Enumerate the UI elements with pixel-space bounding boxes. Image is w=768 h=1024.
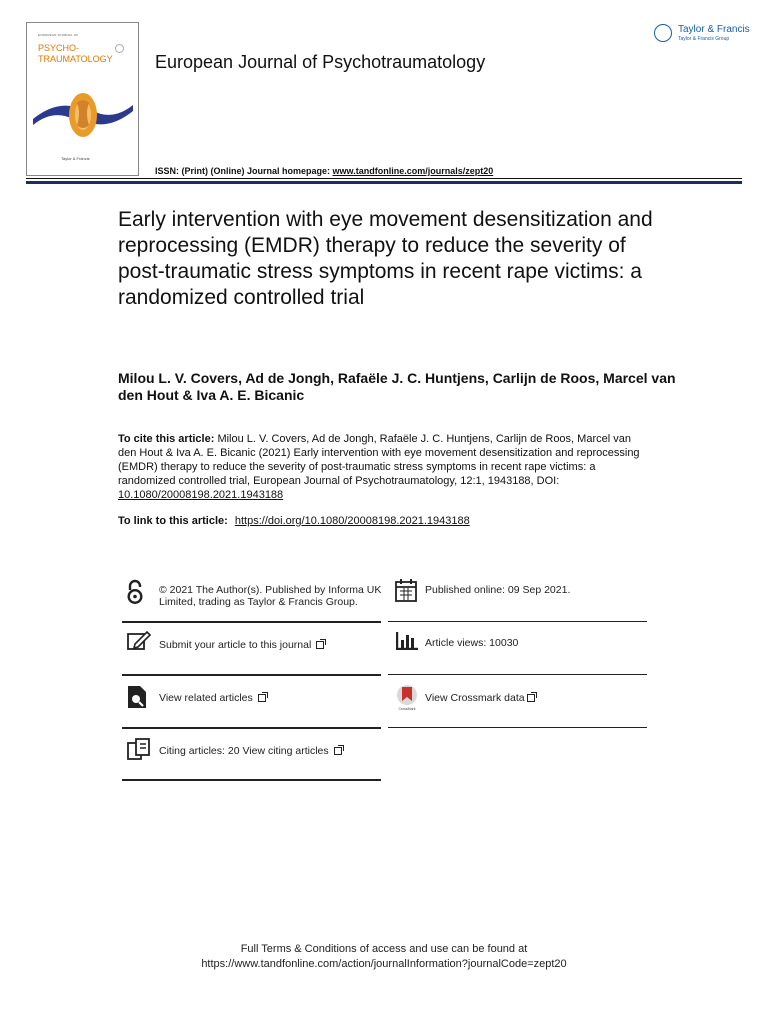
article-views: Article views: 10030 (425, 637, 519, 649)
article-authors: Milou L. V. Covers, Ad de Jongh, Rafaële J. C. Huntjens, Carlijn de Roos, Marcel van den Hout & Iva A. E. Bicanic (118, 370, 676, 403)
published-date: Published online: 09 Sep 2021. (425, 584, 571, 596)
related-articles-link[interactable] (159, 692, 266, 704)
journal-title[interactable]: European Journal of Psychotraumatology (155, 52, 486, 72)
citing-articles-link[interactable] (159, 745, 342, 757)
publisher-logo[interactable] (654, 21, 750, 45)
external-link-icon (316, 641, 324, 649)
info-divider (122, 779, 381, 781)
external-link-icon (334, 747, 342, 755)
citing-articles-label: Citing articles: 20 View citing articles (159, 745, 329, 757)
citation-label: To cite this article: (118, 433, 215, 445)
info-divider (122, 674, 381, 676)
info-divider (122, 621, 381, 623)
publisher-logo-name: Taylor & Francis (678, 24, 750, 35)
citation-block (118, 432, 648, 502)
citation-doi-link[interactable]: 10.1080/20008198.2021.1943188 (118, 489, 284, 501)
article-doi-link[interactable]: https://doi.org/10.1080/20008198.2021.1943188 (234, 515, 470, 527)
issn-label: ISSN: (Print) (Online) Journal homepage: (155, 166, 331, 176)
submit-article-link[interactable] (159, 639, 324, 651)
footer (0, 942, 768, 972)
open-access-icon (126, 579, 144, 605)
open-access-text: © 2021 The Author(s). Published by Informa UK Limited, trading as Taylor & Francis Group. (159, 584, 382, 608)
footer-terms-link[interactable]: https://www.tandfonline.com/action/journalInformation?journalCode=zept20 (201, 958, 567, 970)
external-link-icon (527, 694, 535, 702)
journal-cover-image (26, 22, 139, 176)
info-divider (388, 621, 647, 622)
submit-article-label: Submit your article to this journal (159, 639, 312, 651)
cover-title-line1: PSYCHO- (38, 43, 80, 53)
calendar-icon (395, 578, 417, 602)
crossmark-badge-label: CrossMark (398, 707, 416, 711)
external-link-icon (258, 694, 266, 702)
bar-chart-icon (396, 632, 418, 650)
info-divider (388, 674, 647, 675)
citing-articles-icon (127, 737, 151, 761)
footer-terms-text: Full Terms & Conditions of access and use can be found at (240, 943, 528, 955)
info-divider (122, 727, 381, 729)
cover-small-text: EUROPEAN JOURNAL OF (38, 33, 79, 37)
issn-line (155, 166, 493, 176)
publisher-logo-sub: Taylor & Francis Group (678, 36, 730, 42)
cover-issue-icon (115, 44, 124, 53)
citation-text: Milou L. V. Covers, Ad de Jongh, Rafaële J. C. Huntjens, Carlijn de Roos, Marcel van den Hout & Iva A. E. Bicanic (2021) Early intervention with eye movement desensitization and reprocessing (EMDR) therapy to reduce the severity of post-traumatic stress symptoms in recent rape victims: a randomized controlled trial, European Journal of Psychotraumatology, 12:1, 1943188, DOI: (118, 433, 640, 487)
article-link-label: To link to this article: (118, 515, 228, 527)
journal-homepage-link[interactable]: www.tandfonline.com/journals/zept20 (332, 166, 494, 176)
crossmark-label: View Crossmark data (425, 692, 525, 704)
crossmark-icon (396, 684, 418, 711)
info-divider (388, 727, 647, 728)
cover-title-line2: TRAUMATOLOGY (38, 54, 113, 64)
article-link-block (118, 515, 678, 527)
cover-publisher-text: Taylor & Francis (61, 156, 90, 161)
edit-icon (127, 631, 151, 651)
related-articles-icon (127, 685, 147, 709)
header-divider-thick (26, 181, 742, 184)
article-title: Early intervention with eye movement desensitization and reprocessing (EMDR) therapy to reduce the severity of post-traumatic stress symptoms in recent rape victims: a randomized controlled trial (118, 208, 653, 309)
related-articles-label: View related articles (159, 692, 253, 704)
crossmark-link[interactable] (425, 692, 535, 704)
header-divider-thin (26, 178, 742, 179)
cover-artwork-icon (33, 79, 133, 151)
taylor-francis-logo-icon (654, 24, 672, 42)
